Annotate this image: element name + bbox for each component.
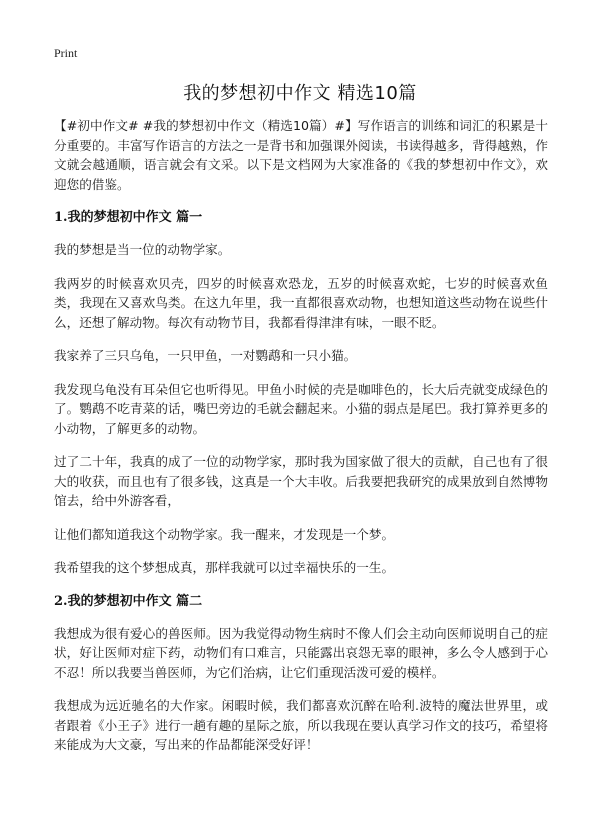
paragraph: 过了二十年，我真的成了一位的动物学家，那时我为国家做了很大的贡献，自己也有了很大的收获，而且也有了很多钱，这真是一个大丰收。后我要把我研究的成果放到自然博物馆去，给中外游客看， — [54, 454, 548, 508]
paragraph: 让他们都知道我这个动物学家。我一醒来，才发现是一个梦。 — [54, 526, 395, 542]
paragraph: 我希望我的这个梦想成真，那样我就可以过幸福快乐的一生。 — [54, 560, 395, 575]
intro-paragraph: 【#初中作文# #我的梦想初中作文（精选10篇）#】写作语言的训练和词汇的积累是十分重要的。丰富写作语言的方法之一是背书和加强课外阅读，书读得越多，背得越熟，作文就会越通顺，语言就会有文采。以下是文档网为大家准备的《我的梦想初中作文》，欢迎您的借鉴。 — [54, 118, 548, 192]
print-label: Print — [54, 46, 78, 60]
section-2 — [54, 592, 548, 755]
document-body — [54, 116, 548, 769]
section-1 — [54, 208, 548, 578]
paragraph: 我想成为远近驰名的大作家。闲暇时候，我们都喜欢沉醉在哈利.波特的魔法世界里，或者跟着《小王子》进行一趟有趣的星际之旅，所以我现在要认真学习作文的技巧，希望将来能成为大文豪，写出来的作品都能深受好评！ — [54, 698, 548, 752]
paragraph: 我家养了三只乌龟，一只甲鱼，一对鹦鹉和一只小猫。 — [54, 348, 357, 363]
paragraph: 我想成为很有爱心的兽医师。因为我觉得动物生病时不像人们会主动向医师说明自己的症状，好让医师对症下药，动物们有口难言，只能露出哀怨无辜的眼神，多么令人感到于心不忍！所以我要当兽医师，为它们治病，让它们重现活泼可爱的模样。 — [54, 625, 548, 680]
page-title: 我的梦想初中作文 精选10篇 — [183, 83, 417, 104]
section-heading: 2.我的梦想初中作文 篇二 — [54, 593, 203, 609]
paragraph: 我两岁的时候喜欢贝壳，四岁的时候喜欢恐龙，五岁的时候喜欢蛇，七岁的时候喜欢鱼类，我现在又喜欢鸟类。在这九年里，我一直都很喜欢动物，也想知道这些动物在说些什么，还想了解动物。每次有动物节目，我都看得津津有味，一眼不眨。 — [54, 275, 548, 330]
section-heading: 1.我的梦想初中作文 篇一 — [54, 210, 203, 225]
paragraph: 我发现乌龟没有耳朵但它也听得见。甲鱼小时候的壳是咖啡色的，长大后壳就变成绿色的了。鹦鹉不吃青菜的话，嘴巴旁边的毛就会翻起来。小猫的弱点是尾巴。我打算养更多的小动物，了解更多的动物。 — [54, 381, 548, 436]
paragraph: 我的梦想是当一位的动物学家。 — [54, 242, 231, 257]
